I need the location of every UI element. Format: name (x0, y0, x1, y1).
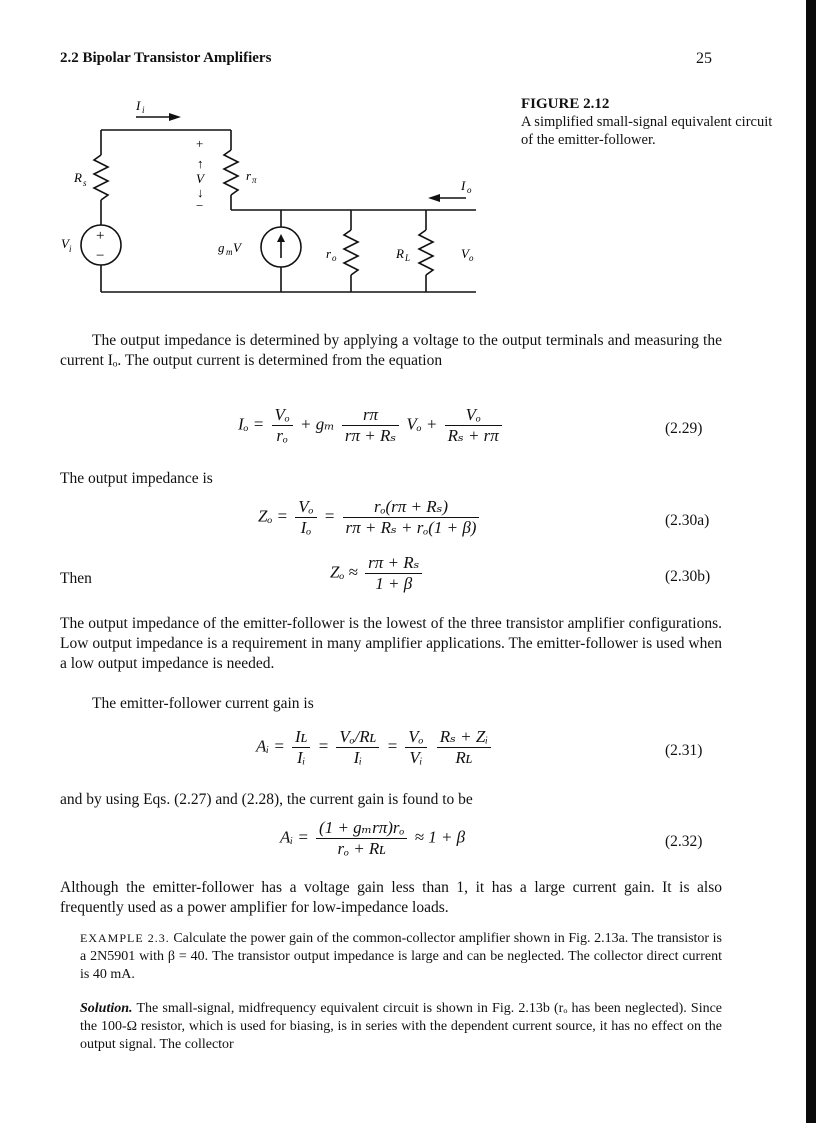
svg-text:r: r (326, 246, 332, 261)
section-header: 2.2 Bipolar Transistor Amplifiers (60, 50, 272, 66)
equation-number-2-29: (2.29) (665, 420, 703, 437)
svg-text:V: V (233, 240, 241, 255)
svg-text:L: L (405, 253, 411, 263)
svg-text:+: + (96, 228, 105, 244)
figure-label: FIGURE 2.12 (521, 96, 610, 112)
svg-text:R: R (74, 170, 82, 185)
solution-label: Solution. (80, 1001, 133, 1016)
circuit-diagram (56, 100, 476, 300)
paragraph-current-gain: The emitter-follower current gain is (92, 695, 314, 712)
paragraph-although: Although the emitter-follower has a voltage gain less than 1, it has a large current gain. It is also frequently used as a power amplifier for low-impedance loads. (60, 879, 722, 916)
svg-text:r: r (246, 168, 252, 183)
paragraph-using-eqs: and by using Eqs. (2.27) and (2.28), the current gain is found to be (60, 791, 473, 808)
equation-2-30b: Zₒ ≈ $\frac{\text{rπ + Rₛ}}{1 + \beta}$ (330, 553, 425, 594)
solution-text: The small-signal, midfrequency equivalent circuit is shown in Fig. 2.13b (rₒ has been neglected). Since the 100-Ω resistor, which is used for biasing, is in series with the dependent current source, it has no effect on the output signal. The collector (80, 1001, 723, 1052)
equation-2-32: Aᵢ = $\frac{\text{(1 + gₘrπ)rₒ}}{\text{rₒ + Rʟ}}$ ≈ 1 + β (280, 818, 466, 858)
example-label: EXAMPLE 2.3. (80, 931, 170, 945)
equation-number-2-32: (2.32) (665, 833, 703, 850)
svg-text:V: V (196, 171, 204, 186)
figure-caption-text: A simplified small-signal equivalent circuit of the emitter-follower. (521, 114, 773, 148)
svg-text:I: I (461, 178, 466, 193)
svg-text:i: i (69, 244, 72, 254)
equation-2-29: Iₒ = $\frac{\text{Vₒ}}{\text{rₒ}}$ + gₘ $\frac{r\pi}{\text{rπ + Rₛ}}$ Vₒ + $\frac{\text{Vₒ}}{\text{Rₛ + rπ}}$ (238, 405, 505, 446)
svg-text:V: V (61, 236, 69, 251)
svg-text:−: − (96, 248, 105, 264)
svg-text:g: g (218, 240, 225, 255)
paragraph-lowest-impedance: The output impedance of the emitter-follower is the lowest of the three transistor amplifier configurations. Low output impedance is a requirement in many amplifier applications. The emitter-follower is used when a low output impedance is needed. (60, 615, 722, 672)
label-then: Then (60, 570, 92, 587)
example-2-3 (80, 929, 722, 984)
page-number: 25 (696, 50, 712, 67)
example-solution (80, 1000, 722, 1054)
svg-text:o: o (467, 185, 472, 195)
svg-text:o: o (469, 253, 474, 263)
paragraph-output-impedance: The output impedance is determined by applying a voltage to the output terminals and measuring the current Iₒ. The output current is determined from the equation (60, 332, 722, 369)
svg-text:i: i (142, 105, 145, 115)
svg-text:−: − (196, 198, 204, 213)
svg-text:V: V (461, 246, 469, 261)
equation-number-2-31: (2.31) (665, 742, 703, 759)
scan-edge-bar (806, 0, 816, 1123)
equation-number-2-30b: (2.30b) (665, 568, 711, 585)
svg-text:m: m (226, 247, 233, 257)
example-text: Calculate the power gain of the common-collector amplifier shown in Fig. 2.13a. The transistor is a 2N5901 with β = 40. The transistor output impedance is large and can be neglected. The collector direct current is 40 mA. (80, 931, 723, 982)
equation-number-2-30a: (2.30a) (665, 512, 710, 529)
svg-text:↓: ↓ (197, 185, 204, 200)
equation-2-31: Aᵢ = $\frac{\text{Iʟ}}{\text{Iᵢ}}$ = $\frac{\text{Vₒ/Rʟ}}{\text{Iᵢ}}$ = $\frac{\text{Vₒ}}{\text{Vᵢ}}$ $\frac{\text{Rₛ + Zᵢ}}{\text{Rʟ}}$ (256, 727, 494, 768)
equation-2-30a: Zₒ = $\frac{\text{Vₒ}}{\text{Iₒ}}$ = $\frac{\text{rₒ(rπ + Rₛ)}}{\text{rπ + Rₛ + rₒ(1 + β)}}$ (258, 497, 482, 538)
svg-text:+: + (196, 136, 204, 151)
svg-text:R: R (396, 246, 404, 261)
svg-text:π: π (252, 175, 257, 185)
svg-text:↑: ↑ (197, 156, 204, 171)
svg-text:o: o (332, 253, 337, 263)
svg-text:s: s (83, 178, 87, 188)
svg-text:I: I (136, 100, 141, 113)
paragraph-output-impedance-is: The output impedance is (60, 470, 213, 487)
figure-caption (521, 95, 781, 149)
